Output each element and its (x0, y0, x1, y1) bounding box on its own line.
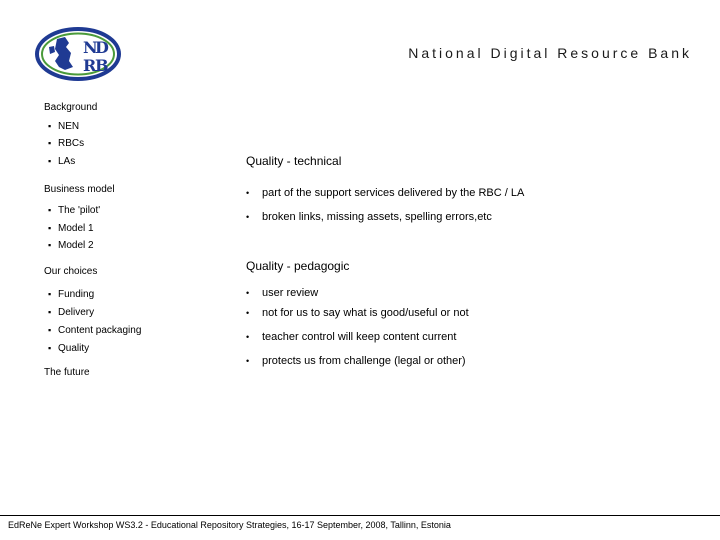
outline-business-model: Business model (44, 184, 115, 195)
outline-item: ▪ Content packaging (48, 325, 142, 336)
heading-quality-technical: Quality - technical (246, 154, 342, 168)
bullet-item: • not for us to say what is good/useful or not (246, 307, 469, 319)
outline-the-future: The future (44, 367, 90, 378)
outline-our-choices: Our choices (44, 266, 98, 277)
bullet-item: • part of the support services delivered by the RBC / LA (246, 187, 525, 199)
ndrb-logo (35, 27, 121, 81)
outline-item: ▪ Delivery (48, 307, 95, 318)
outline-background: Background (44, 102, 98, 113)
outline-item: ▪ RBCs (48, 138, 85, 149)
bullet-item: • protects us from challenge (legal or other) (246, 355, 466, 367)
svg-text:N: N (83, 38, 98, 57)
header-title: National Digital Resource Bank (408, 45, 692, 61)
outline-item-active: ▪ Quality (48, 343, 90, 354)
svg-text:R: R (83, 56, 97, 75)
bullet-item: • broken links, missing assets, spelling errors,etc (246, 211, 492, 223)
outline-item: ▪ The 'pilot' (48, 205, 101, 216)
footer-divider (0, 515, 720, 516)
outline-item: ▪ Funding (48, 289, 95, 300)
outline-item: ▪ NEN (48, 121, 80, 132)
outline-item: ▪ Model 1 (48, 223, 94, 234)
bullet-item: • user review (246, 287, 319, 299)
outline-item: ▪ LAs (48, 156, 76, 167)
outline-item: ▪ Model 2 (48, 240, 94, 251)
svg-text:D: D (95, 38, 109, 57)
svg-text:B: B (95, 56, 109, 75)
heading-quality-pedagogic: Quality - pedagogic (246, 259, 350, 273)
footer-text: EdReNe Expert Workshop WS3.2 - Educational Repository Strategies, 16-17 September, 2008, Tallinn, Estonia (8, 520, 451, 530)
bullet-item: • teacher control will keep content current (246, 331, 457, 343)
